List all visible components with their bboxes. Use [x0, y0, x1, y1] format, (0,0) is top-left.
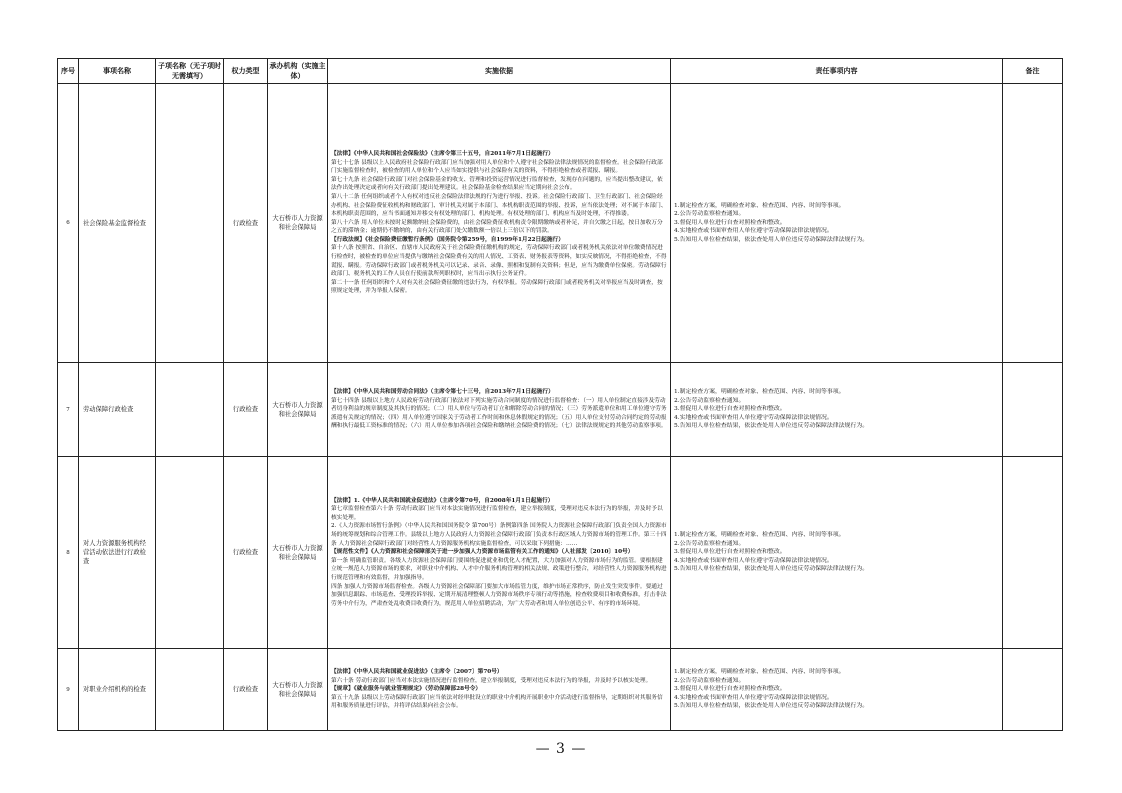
duty-cell: [671, 649, 1003, 731]
basis-line: 第一条 明确监管职责。各级人力资源社会保障部门要围绕促进就业和优化人才配置，大力加强对人力资源市场行为的监管。要根据建立统一规范人力资源市场的要求，对职业中介机构、人才中介服务机构管理的相关法规、政策进行整合，对经营性人力资源服务机构进行规范管理和有效监督，并加强指导。: [331, 557, 667, 581]
duty-line: 2.公告劳动监察检查通知。: [674, 540, 745, 547]
header-row: [58, 59, 1063, 84]
note: [1003, 363, 1063, 457]
item-name: 社会保险基金监督检查: [79, 84, 156, 363]
duty-line: 4.实地检查或书面审查用人单位遵守劳动保障法律法规情况。: [674, 694, 833, 701]
basis-cell: [328, 84, 671, 363]
duty-cell: [671, 84, 1003, 363]
col-header-sub-item: 子项名称（无子项时无需填写）: [156, 59, 224, 84]
basis-line: 第十八条 按照省、自治区、直辖市人民政府关于社会保险费征缴机构的规定，劳动保障行政部门或者税务机关依法对单位缴费情况进行检查时，被检查的单位应当提供与缴纳社会保险费有关的用人情况、工资表、财务报表等资料，如实反映情况，不得拒绝检查，不得谎报、瞒报。劳动保障行政部门或者税务机关可以记录、录音、录像、照相和复制有关资料；但是，应当为缴费单位保密。劳动保障行政部门、税务机关的工作人员在行使前款所列职权时，应当出示执行公务证件。: [331, 245, 667, 278]
duty-line: 1.制定检查方案，明确检查对象、检查范围、内容、时间等事项。: [674, 669, 845, 676]
power-type: 行政检查: [224, 457, 268, 649]
duty-line: 4.实地检查或书面审查用人单位遵守劳动保障法律法规情况。: [674, 414, 833, 421]
row-index: 7: [58, 363, 79, 457]
responsibility-table: [57, 58, 1063, 731]
duty-line: 1.制定检查方案，明确检查对象、检查范围、内容、时间等事项。: [674, 202, 845, 209]
note: [1003, 84, 1063, 363]
duty-line: 2.公告劳动监察检查通知。: [674, 677, 745, 684]
row-index: 9: [58, 649, 79, 731]
basis-line: 第八十六条 用人单位未按时足额缴纳社会保险费的，由社会保险费征收机构责令限期缴纳或者补足，并自欠缴之日起，按日加收万分之五的滞纳金；逾期仍不缴纳的，由有关行政部门处欠缴数额一倍以上三倍以下的罚款。: [331, 219, 663, 235]
basis-line: 第七十四条 县级以上地方人民政府劳动行政部门依法对下列实施劳动合同制度的情况进行监督检查：（一）用人单位制定直接涉及劳动者切身利益的规章制度及其执行的情况；（二）用人单位与劳动者订立和解除劳动合同的情况；（三）劳务派遣单位和用工单位遵守劳务派遣有关规定的情况；（四）用人单位遵守国家关于劳动者工作时间和休息休假规定的情况；（五）用人单位支付劳动合同约定的劳动报酬和执行最低工资标准的情况；（六）用人单位参加各项社会保险和缴纳社会保险费的情况；（七）法律法规规定的其他劳动监察事项。: [331, 397, 667, 430]
basis-cell: [328, 363, 671, 457]
duty-cell: [671, 457, 1003, 649]
sub-item-name: [156, 84, 224, 363]
basis-line: 2.《人力资源市场暂行条例》（中华人民共和国国务院令 第700号）条例第四条 国务院人力资源社会保障行政部门负责全国人力资源市场的统筹规划和综合管理工作。县级以上地方人民政府人力资源社会保障行政部门负责本行政区域人力资源市场的管理工作。第三十四条 人力资源社会保障行政部门对经营性人力资源服务机构实施监督检查，可以采取下列措施：……: [331, 523, 667, 547]
duty-line: 3.督促用人单位进行自查对照检查和整改。: [674, 549, 786, 556]
power-type: 行政检查: [224, 363, 268, 457]
col-header-index: 序号: [58, 59, 79, 84]
basis-line: 【规章】《就业服务与就业管理规定》（劳动保障部28号令）: [331, 686, 482, 693]
table-row: [58, 649, 1063, 731]
basis-line: 第二十一条 任何组织和个人对有关社会保险费征缴的违法行为，有权举报。劳动保障行政部门或者税务机关对举报应当及时调查，按照规定处理，并为举报人保密。: [331, 279, 663, 295]
duty-line: 5.告知用人单位检查结果，依法查处用人单位违反劳动保障法律法规行为。: [674, 236, 869, 243]
item-name: 劳动保障行政检查: [79, 363, 156, 457]
basis-line: 【法律】1.《中华人民共和国就业促进法》（主席令第70号，自2008年1月1日起施行）: [331, 497, 554, 504]
col-header-basis: 实施依据: [328, 59, 671, 84]
basis-line: 【规范性文件】《人力资源和社会保障部关于进一步加强人力资源市场监管有关工作的通知》（人社部发〔2010〕10号）: [331, 549, 634, 556]
sub-item-name: [156, 363, 224, 457]
basis-line: 第五十九条 县级以上劳动保障行政部门应当依法对经审批设立的职业中介机构开展职业中介活动进行监督指导，定期组织对其服务信用和服务质量进行评估，并将评估结果向社会公布。: [331, 694, 663, 710]
duty-line: 2.公告劳动监察检查通知。: [674, 211, 745, 218]
basis-line: 第八十二条 任何组织或者个人有权对违反社会保险法律法规的行为进行举报、投诉。社会保险行政部门、卫生行政部门、社会保险经办机构、社会保险费征收机构和财政部门、审计机关对属于本部门、本机构职责范围的举报、投诉，应当依法处理；对不属于本部门、本机构职责范围的，应当书面通知并移交有权处理的部门、机构处理。有权处理的部门、机构应当及时处理，不得推诿。: [331, 193, 667, 218]
duty-line: 1.制定检查方案，明确检查对象、检查范围、内容、时间等事项。: [674, 389, 845, 396]
table-row: [58, 363, 1063, 457]
organization: 大石桥市人力资源和社会保障局: [268, 457, 328, 649]
sub-item-name: [156, 649, 224, 731]
duty-cell: [671, 363, 1003, 457]
note: [1003, 649, 1063, 731]
duty-line: 5.告知用人单位检查结果，依法查处用人单位违反劳动保障法律法规行为。: [674, 423, 869, 430]
col-header-power-type: 权力类型: [224, 59, 268, 84]
basis-cell: [328, 649, 671, 731]
duty-line: 5.告知用人单位检查结果，依法查处用人单位违反劳动保障法律法规行为。: [674, 703, 869, 710]
duty-line: 3.督促用人单位进行自查对照检查和整改。: [674, 406, 786, 413]
power-type: 行政检查: [224, 84, 268, 363]
col-header-item-name: 事项名称: [79, 59, 156, 84]
duty-line: 3.督促用人单位进行自查对照检查和整改。: [674, 219, 786, 226]
row-index: 8: [58, 457, 79, 649]
basis-line: 第七十九条 社会保险行政部门对社会保险基金的收支、管理和投资运营情况进行监督检查，发现存在问题的，应当提出整改建议，依法作出处理决定或者向有关行政部门提出处理建议。社会保险基金检查结果应当定期向社会公布。: [331, 176, 663, 192]
basis-line: 四条 加强人力资源市场监督检查。各级人力资源社会保障部门要加大市场监管力度，维护市场正常秩序，防止发生突发事件。要通过加强信息跟踪、市场巡查、受理投诉举报、定期开展清理整顿人力资源市场秩序专项行动等措施，检查收费项目和收费标准，打击非法劳务中介行为，严肃查处乱收费目收费行为，规范用人单位招聘活动，为广大劳动者和用人单位创造公平、有序的市场环境。: [331, 583, 667, 607]
duty-line: 5.告知用人单位检查结果，依法查处用人单位违反劳动保障法律法规行为。: [674, 566, 869, 573]
sub-item-name: [156, 457, 224, 649]
basis-line: 【法律】《中华人民共和国社会保险法》（主席令第三十五号，自2011年7月1日起施行）: [331, 150, 554, 157]
duty-line: 2.公告劳动监察检查通知。: [674, 397, 745, 404]
duty-line: 4.实地检查或书面审查用人单位遵守劳动保障法律法规情况。: [674, 228, 833, 235]
power-type: 行政检查: [224, 649, 268, 731]
col-header-note: 备注: [1003, 59, 1063, 84]
note: [1003, 457, 1063, 649]
organization: 大石桥市人力资源和社会保障局: [268, 84, 328, 363]
basis-line: 第七章监督检查第六十条 劳动行政部门应当对本法实施情况进行监督检查，建立举报制度，受理对违反本法行为的举报，并及时予以核实处理。: [331, 506, 663, 521]
col-header-duty: 责任事项内容: [671, 59, 1003, 84]
basis-line: 【行政法规】《社会保险费征缴暂行条例》（国务院令第259号，自1999年1月22日起施行）: [331, 236, 564, 243]
basis-line: 【法律】《中华人民共和国就业促进法》（主席令〔2007〕第70号）: [331, 669, 503, 676]
organization: 大石桥市人力资源和社会保障局: [268, 649, 328, 731]
table-row: [58, 457, 1063, 649]
row-index: 6: [58, 84, 79, 363]
duty-line: 4.实地检查或书面审查用人单位遵守劳动保障法律法规情况。: [674, 557, 833, 564]
organization: 大石桥市人力资源和社会保障局: [268, 363, 328, 457]
duty-line: 1.制定检查方案，明确检查对象、检查范围、内容、时间等事项。: [674, 532, 845, 539]
col-header-organization: 承办机构（实施主体）: [268, 59, 328, 84]
basis-line: 第六十条 劳动行政部门应当对本法实施情况进行监督检查，建立举报制度，受理对违反本法行为的举报，并及时予以核实处理。: [331, 677, 652, 684]
basis-cell: [328, 457, 671, 649]
duty-line: 3.督促用人单位进行自查对照检查和整改。: [674, 686, 786, 693]
table-row: [58, 84, 1063, 363]
basis-line: 第七十七条 县级以上人民政府社会保险行政部门应当加强对用人单位和个人遵守社会保险法律法规情况的监督检查。社会保险行政部门实施监督检查时，被检查的用人单位和个人应当如实提供与社会保险有关的资料，不得拒绝检查或者谎报、瞒报。: [331, 159, 663, 175]
basis-line: 【法律】《中华人民共和国劳动合同法》（主席令第七十三号，自2013年7月1日起施行）: [331, 389, 554, 396]
item-name: 对人力资源服务机构经营活动依法进行行政检查: [79, 457, 156, 649]
item-name: 对职业介绍机构的检查: [79, 649, 156, 731]
page-number: — 3 —: [535, 741, 587, 757]
